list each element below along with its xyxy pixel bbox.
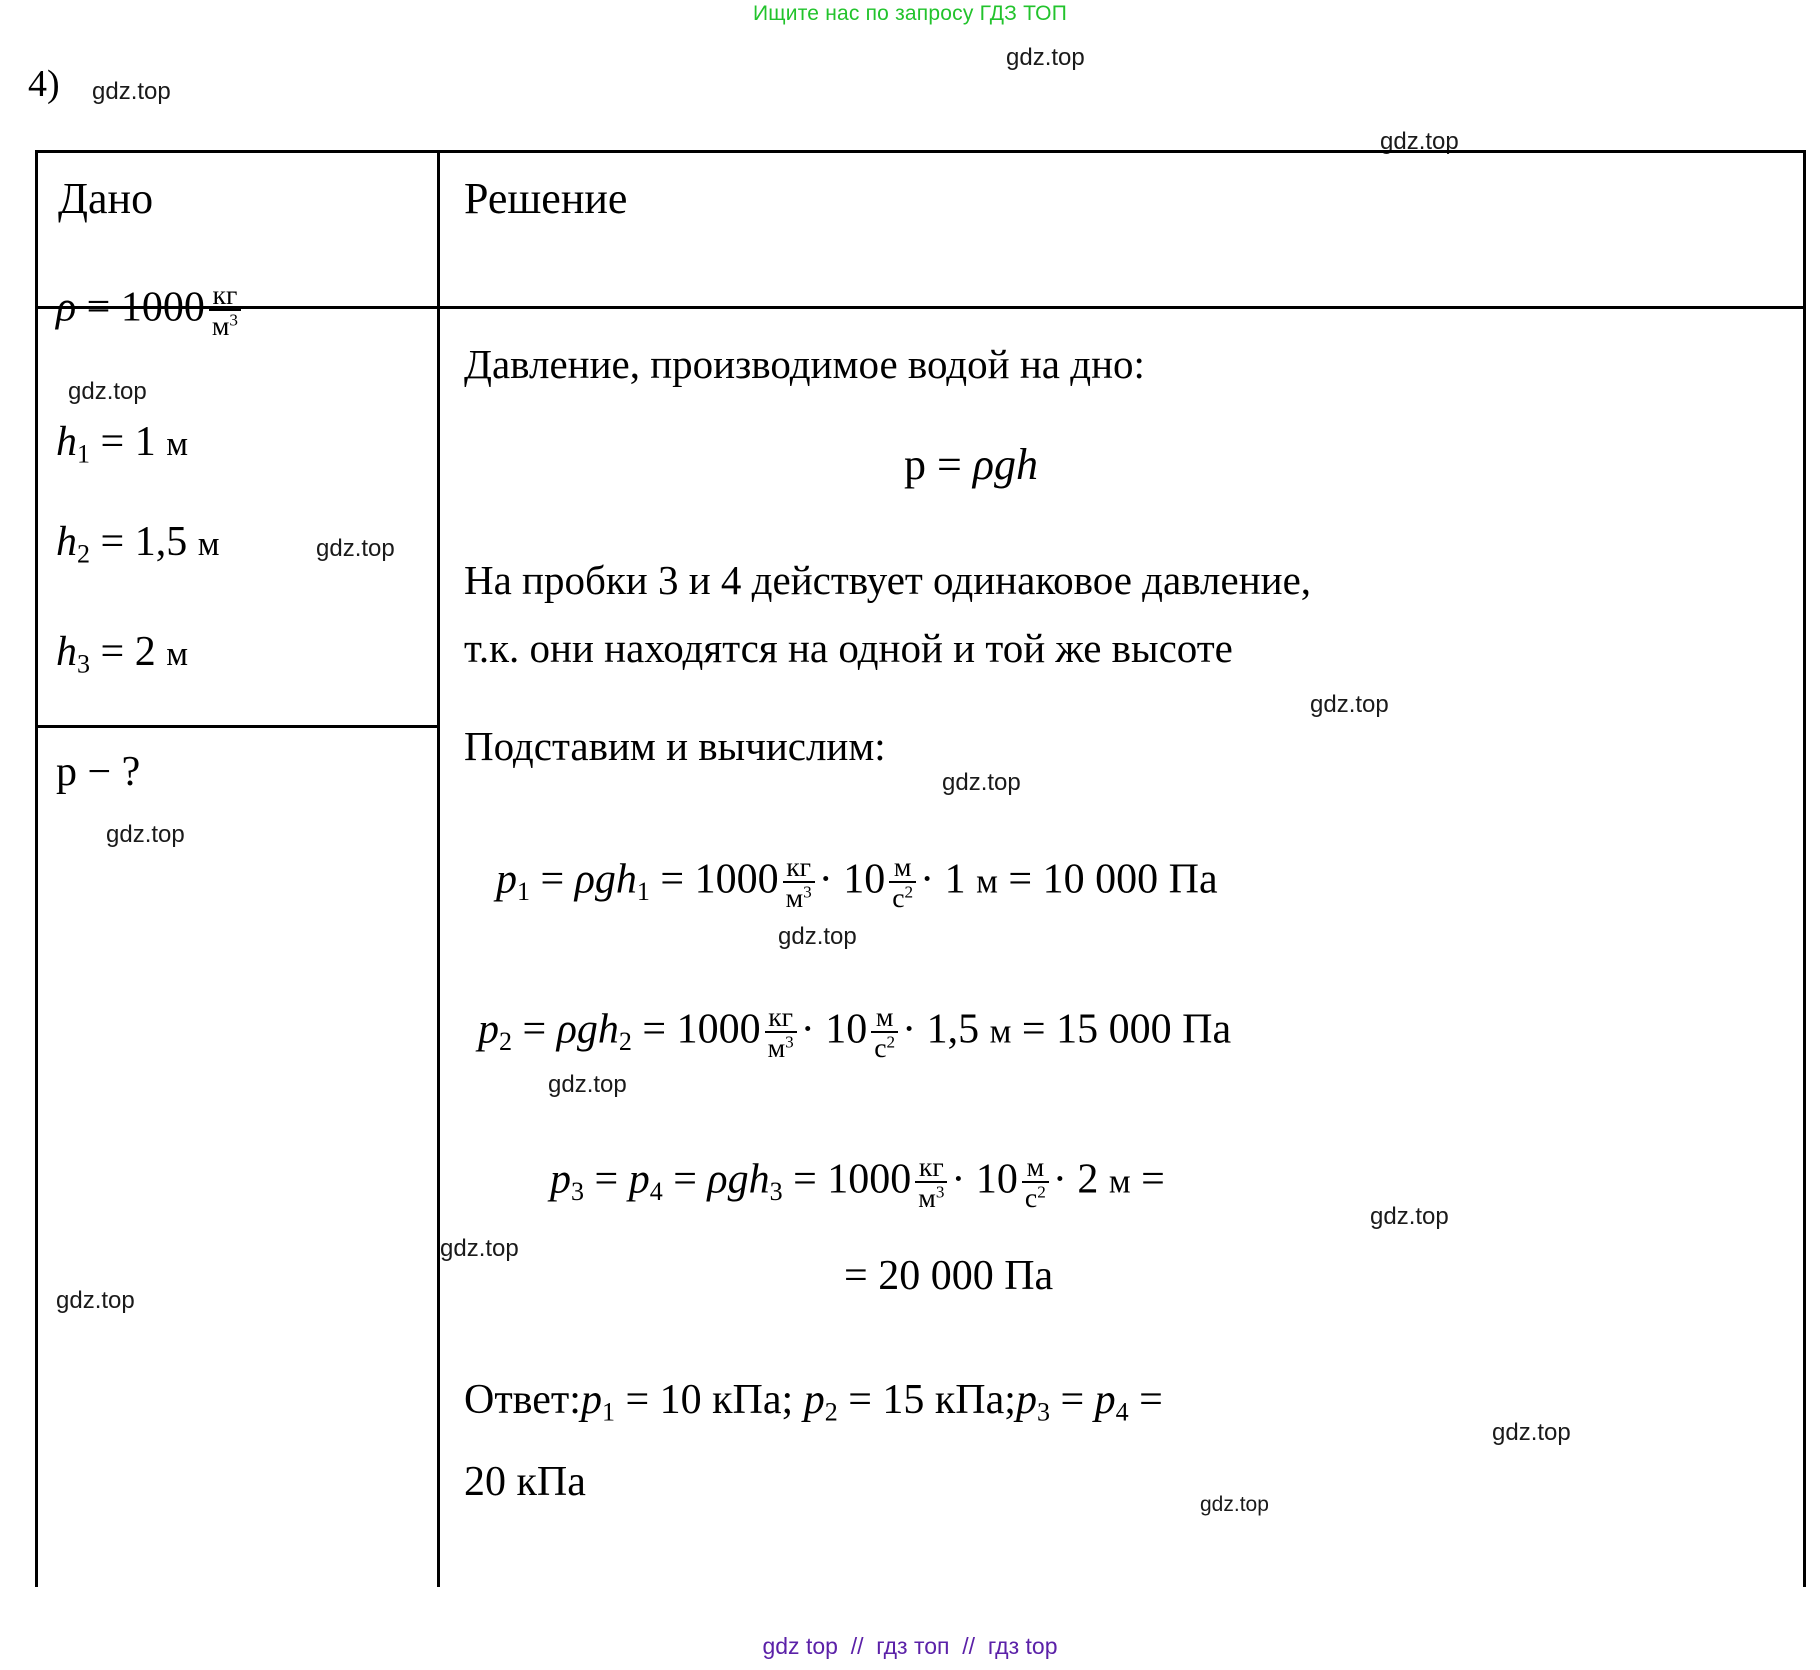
eq3-g-unit-den (1022, 1181, 1049, 1212)
eq1-g-unit-den (889, 881, 916, 912)
h3-value: 2 (134, 629, 156, 675)
answer-p1-index: 1 (601, 1397, 615, 1427)
eq2-g-value: 10 (825, 1006, 868, 1053)
main-formula-lhs: p (904, 440, 926, 489)
eq3-lhs: p (550, 1156, 571, 1203)
eq3-lhs2: p (628, 1156, 650, 1203)
density-unit (209, 280, 241, 340)
eq3-dot-2: · (1052, 1156, 1067, 1203)
eq1-result-unit: Па (1168, 856, 1218, 903)
solution-intro: Давление, производимое водой на дно: (464, 341, 1145, 387)
eq2-rho-unit-den-base: м (767, 1032, 786, 1064)
eq3-dot-1: · (951, 1156, 966, 1203)
answer-line-1: $Ответ:p_1 = 10$ кПа; $p_2 = 15$ $кПа;p_3 = p_4$ = (464, 1377, 1163, 1427)
answer-p1: p (580, 1377, 602, 1423)
eq1-rho-unit-den-base: м (785, 882, 804, 914)
main-formula (904, 440, 1038, 489)
solution-table (35, 150, 1806, 1587)
given-h1 (56, 421, 188, 467)
eq3-rho-unit-num: кг (918, 1151, 944, 1183)
main-formula-equals: = (937, 440, 962, 489)
eq3-g-unit-den-exp: 2 (1037, 1182, 1046, 1202)
equation-p2: $p_2 = \rho gh_2 = 1000$ $\frac{кг}{м^3}$ · 10 $\frac{м}{с^2}$ · 1,5 м = 15 000 Па (478, 1001, 1232, 1064)
answer-p3: p (1015, 1377, 1037, 1423)
eq2-result-unit: Па (1182, 1006, 1232, 1053)
watermark: gdz.top (1200, 1493, 1269, 1516)
eq3-lhs-index: 3 (571, 1177, 585, 1207)
given-find-divider (38, 725, 440, 728)
answer-p3-index: 3 (1036, 1397, 1050, 1427)
density-unit-numerator: кг (212, 279, 238, 311)
eq3-h-value: 2 (1077, 1156, 1099, 1203)
solution-column (440, 153, 1803, 1587)
answer-line-2: 20 кПа (464, 1459, 586, 1505)
equation-p1: $p_1 = \rho gh_1 = 1000$ $\frac{кг}{м^3}$ · 10 $\frac{м}{с^2}$ · 1 м = 10 000 Па (496, 851, 1218, 914)
density-unit-denominator (209, 309, 241, 340)
eq3-lhs2-index: 4 (649, 1177, 663, 1207)
eq1-expr-index: 1 (636, 877, 650, 907)
answer-p4-index: 4 (1115, 1397, 1129, 1427)
eq2-g-unit-num: м (875, 1001, 894, 1033)
equation-p3-p4: $p_3 = p_4 = \rho gh_3 = 1000$ $\frac{кг}{м^3}$ · 10 $\frac{м}{с^2}$ · 2 м = (550, 1151, 1165, 1214)
eq3-g-unit (1022, 1152, 1049, 1212)
solution-header-label: Решение (464, 174, 628, 223)
eq1-dot-1: · (818, 856, 833, 903)
eq2-result: 15 000 (1056, 1006, 1172, 1053)
eq2-rho-unit-den-exp: 3 (785, 1032, 794, 1052)
watermark: gdz.top (1380, 128, 1459, 155)
answer-p2-index: 2 (824, 1397, 838, 1427)
eq2-g-unit-den-base: с (874, 1032, 887, 1064)
eq1-result: 10 000 (1042, 856, 1159, 903)
eq1-dot-2: · (920, 856, 935, 903)
eq1-g-unit-num: м (893, 851, 912, 883)
eq2-g-unit (871, 1002, 898, 1062)
h2-index: 2 (77, 539, 91, 569)
given-density (56, 281, 245, 341)
watermark: gdz.top (106, 821, 185, 848)
eq2-g-unit-den (871, 1031, 898, 1062)
watermark: gdz.top (68, 378, 147, 405)
eq1-h-unit: м (976, 862, 998, 901)
eq2-dot-2: · (902, 1006, 917, 1053)
h3-symbol: h (56, 629, 77, 675)
eq1-g-unit-den-exp: 2 (904, 882, 914, 902)
answer-p2: p (803, 1377, 825, 1423)
watermark: gdz.top (942, 769, 1021, 796)
eq2-h-unit: м (989, 1012, 1012, 1051)
h1-equals: = (100, 419, 125, 465)
h2-symbol: h (56, 519, 77, 565)
eq1-g-unit (889, 852, 916, 912)
solution-note-line-2: т.к. они находятся на одной и той же высоте (464, 625, 1233, 671)
answer-p2-value: 15 кПа; (882, 1377, 1016, 1423)
eq1-expr: ρgh (574, 856, 637, 903)
eq2-lhs: p (478, 1006, 499, 1053)
eq2-rho-unit-den (765, 1031, 797, 1062)
density-value: 1000 (120, 284, 205, 331)
eq1-lhs: p (496, 856, 517, 903)
eq3-expr: ρgh (707, 1156, 770, 1203)
eq1-rho-value: 1000 (694, 856, 779, 903)
density-unit-den-base: м (211, 310, 230, 342)
solution-substitute: Подставим и вычислим: (464, 723, 886, 769)
eq2-lhs-index: 2 (499, 1027, 513, 1057)
eq1-rho-unit-den-exp: 3 (803, 882, 812, 902)
eq3-rho-unit-den-base: м (918, 1182, 936, 1214)
eq2-dot-1: · (800, 1006, 815, 1053)
eq1-lhs-index: 1 (517, 877, 531, 907)
eq2-rho-value: 1000 (676, 1006, 761, 1053)
h1-index: 1 (77, 439, 91, 469)
eq2-expr-index: 2 (618, 1027, 632, 1057)
eq3-result: 20 000 (878, 1253, 994, 1299)
density-unit-den-exponent: 3 (229, 310, 238, 330)
watermark: gdz.top (1310, 691, 1389, 718)
eq1-g-value: 10 (843, 856, 886, 903)
eq1-rho-unit-den (783, 881, 815, 912)
h2-value: 1,5 (134, 519, 188, 565)
watermark: gdz.top (56, 1287, 135, 1314)
eq3-rho-unit-den-exp: 3 (935, 1182, 945, 1202)
watermark: gdz.top (778, 923, 857, 950)
h2-equals: = (100, 519, 125, 565)
given-h2 (56, 521, 220, 567)
watermark: gdz.top (440, 1235, 519, 1262)
promo-header-text: Ищите нас по запросу ГДЗ ТОП (753, 2, 1067, 25)
eq3-rho-unit (915, 1152, 947, 1212)
solution-note-line-1: На пробки 3 и 4 действует одинаковое давление, (464, 557, 1312, 603)
given-h3 (56, 631, 188, 677)
answer-p1-value: 10 кПа; (659, 1377, 794, 1423)
watermark: gdz.top (316, 535, 395, 562)
eq2-expr: ρgh (556, 1006, 619, 1053)
eq1-h-value: 1 (944, 856, 966, 903)
given-find: p − ? (56, 749, 141, 795)
task-number: 4) (28, 63, 60, 105)
h3-equals: = (100, 629, 125, 675)
eq1-rho-unit-num: кг (786, 851, 812, 883)
density-equals: = (86, 284, 111, 331)
eq3-rho-value: 1000 (827, 1156, 912, 1203)
equation-p3-p4-result: = 20 000 Па (844, 1253, 1054, 1299)
eq3-g-unit-num: м (1026, 1151, 1045, 1183)
watermark: gdz.top (92, 78, 171, 105)
h1-symbol: h (56, 419, 77, 465)
watermark: gdz.top (1006, 44, 1085, 71)
given-header-label: Дано (58, 174, 154, 223)
eq3-expr-index: 3 (769, 1177, 783, 1207)
promo-footer-text: gdz top // гдз топ // гдз top (762, 1633, 1058, 1659)
watermark: gdz.top (1370, 1203, 1449, 1230)
answer-label: Ответ: (464, 1377, 581, 1423)
eq2-rho-unit-num: кг (768, 1001, 794, 1033)
eq2-g-unit-den-exp: 2 (886, 1032, 896, 1052)
main-formula-rhs: ρgh (972, 440, 1038, 489)
h3-unit: м (166, 635, 188, 673)
h3-index: 3 (77, 649, 91, 679)
h1-unit: м (166, 425, 188, 463)
eq1-g-unit-den-base: с (892, 882, 905, 914)
eq2-rho-unit (765, 1002, 797, 1062)
eq3-h-unit: м (1108, 1162, 1131, 1201)
eq3-g-unit-den-base: с (1024, 1182, 1038, 1214)
answer-p4: p (1094, 1377, 1116, 1423)
eq2-h-value: 1,5 (926, 1006, 980, 1053)
density-symbol: ρ (56, 284, 77, 331)
h1-value: 1 (134, 419, 156, 465)
watermark: gdz.top (548, 1071, 627, 1098)
watermark: gdz.top (1492, 1419, 1571, 1446)
given-column (38, 153, 440, 1587)
eq3-g-value: 10 (975, 1156, 1018, 1203)
h2-unit: м (197, 525, 220, 563)
eq1-rho-unit (783, 852, 815, 912)
eq3-rho-unit-den (915, 1181, 947, 1212)
eq3-result-unit: Па (1004, 1253, 1054, 1299)
